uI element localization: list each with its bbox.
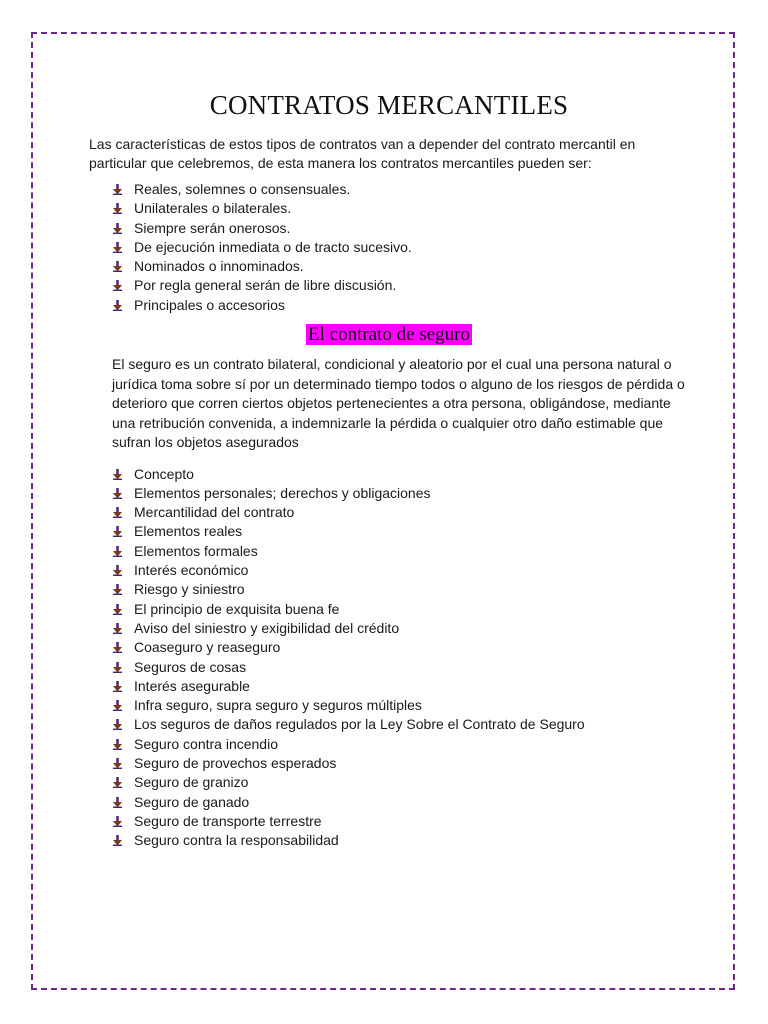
down-arrow-bullet-icon bbox=[113, 584, 122, 595]
list-item bbox=[89, 677, 689, 696]
list-item-text: Elementos reales bbox=[134, 523, 243, 540]
section-paragraph: El seguro es un contrato bilateral, condicional y aleatorio por el cual una persona natural o jurídica toma sobre sí por un determinado tiempo todos o alguno de los riesgos de pérdida o deterioro que corren ciertos objetos pertenecientes a otra persona, obligándose, mediante una retribución convenida, a indemnizarle la pérdida o cualquier otro daño estimable que sufran los objetos asegurados bbox=[112, 356, 685, 451]
section-title-highlight: El contrato de seguro bbox=[308, 324, 470, 346]
list-item bbox=[89, 522, 689, 541]
list-item bbox=[89, 580, 689, 599]
list-item-text: Seguro de granizo bbox=[134, 774, 249, 791]
list-item bbox=[89, 484, 689, 503]
list-item-text: Interés asegurable bbox=[134, 677, 250, 694]
list-item-text: Seguros de cosas bbox=[134, 658, 247, 675]
down-arrow-bullet-icon bbox=[113, 300, 122, 311]
list-item bbox=[89, 600, 689, 619]
down-arrow-bullet-icon bbox=[113, 242, 122, 253]
list-item bbox=[89, 754, 689, 773]
topics-list bbox=[89, 465, 689, 851]
list-item bbox=[89, 503, 689, 522]
list-item bbox=[89, 257, 689, 276]
list-item-text: Elementos formales bbox=[134, 542, 258, 559]
list-item bbox=[89, 296, 689, 315]
down-arrow-bullet-icon bbox=[113, 816, 122, 827]
down-arrow-bullet-icon bbox=[113, 203, 122, 214]
list-item-text: Por regla general serán de libre discusión. bbox=[134, 277, 397, 294]
list-item bbox=[89, 812, 689, 831]
down-arrow-bullet-icon bbox=[113, 604, 122, 615]
list-item-text: Seguro de ganado bbox=[134, 793, 250, 810]
list-item-text: Principales o accesorios bbox=[134, 296, 285, 313]
list-item-text: Seguro de provechos esperados bbox=[134, 755, 337, 772]
list-item bbox=[89, 658, 689, 677]
down-arrow-bullet-icon bbox=[113, 700, 122, 711]
list-item-text: De ejecución inmediata o de tracto sucesivo. bbox=[134, 238, 412, 255]
list-item bbox=[89, 638, 689, 657]
down-arrow-bullet-icon bbox=[113, 261, 122, 272]
intro-paragraph: Las características de estos tipos de contratos van a depender del contrato mercantil en particular que celebremos, de esta manera los contratos mercantiles pueden ser: bbox=[89, 136, 636, 171]
section-title bbox=[89, 324, 689, 346]
list-item-text: Riesgo y siniestro bbox=[134, 581, 245, 598]
down-arrow-bullet-icon bbox=[113, 642, 122, 653]
list-item bbox=[89, 276, 689, 295]
list-item bbox=[89, 831, 689, 850]
list-item-text: Aviso del siniestro y exigibilidad del crédito bbox=[134, 619, 400, 636]
list-item-text: Los seguros de daños regulados por la Ley Sobre el Contrato de Seguro bbox=[134, 716, 585, 733]
down-arrow-bullet-icon bbox=[113, 488, 122, 499]
list-item bbox=[89, 715, 689, 734]
down-arrow-bullet-icon bbox=[113, 546, 122, 557]
down-arrow-bullet-icon bbox=[113, 223, 122, 234]
down-arrow-bullet-icon bbox=[113, 739, 122, 750]
list-item bbox=[89, 219, 689, 238]
list-item-text: Elementos personales; derechos y obligaciones bbox=[134, 484, 431, 501]
list-item bbox=[89, 238, 689, 257]
document-title: CONTRATOS MERCANTILES bbox=[209, 90, 569, 120]
contract-types-list bbox=[89, 180, 689, 315]
list-item-text: Siempre serán onerosos. bbox=[134, 219, 291, 236]
list-item-text: Concepto bbox=[134, 465, 194, 482]
list-item-text: Reales, solemnes o consensuales. bbox=[134, 181, 351, 197]
list-item bbox=[89, 199, 689, 218]
list-item bbox=[89, 180, 689, 199]
list-item bbox=[89, 619, 689, 638]
down-arrow-bullet-icon bbox=[113, 469, 122, 480]
down-arrow-bullet-icon bbox=[113, 184, 122, 195]
down-arrow-bullet-icon bbox=[113, 526, 122, 537]
list-item-text: Mercantilidad del contrato bbox=[134, 504, 295, 521]
down-arrow-bullet-icon bbox=[113, 681, 122, 692]
list-item bbox=[89, 696, 689, 715]
list-item-text: Unilaterales o bilaterales. bbox=[134, 200, 292, 217]
list-item bbox=[89, 542, 689, 561]
list-item-text: Nominados o innominados. bbox=[134, 258, 304, 275]
down-arrow-bullet-icon bbox=[113, 662, 122, 673]
list-item bbox=[89, 465, 689, 484]
down-arrow-bullet-icon bbox=[113, 280, 122, 291]
down-arrow-bullet-icon bbox=[113, 835, 122, 846]
list-item-text: Interés económico bbox=[134, 562, 249, 579]
list-item-text: Coaseguro y reaseguro bbox=[134, 639, 281, 656]
list-item-text: Infra seguro, supra seguro y seguros múltiples bbox=[134, 697, 422, 714]
document-content bbox=[89, 90, 689, 851]
down-arrow-bullet-icon bbox=[113, 777, 122, 788]
list-item bbox=[89, 561, 689, 580]
list-item-text: El principio de exquisita buena fe bbox=[134, 600, 340, 617]
list-item bbox=[89, 735, 689, 754]
list-item-text: Seguro de transporte terrestre bbox=[134, 812, 322, 829]
down-arrow-bullet-icon bbox=[113, 565, 122, 576]
down-arrow-bullet-icon bbox=[113, 797, 122, 808]
list-item bbox=[89, 773, 689, 792]
list-item-text: Seguro contra la responsabilidad bbox=[134, 832, 339, 849]
down-arrow-bullet-icon bbox=[113, 623, 122, 634]
down-arrow-bullet-icon bbox=[113, 719, 122, 730]
down-arrow-bullet-icon bbox=[113, 758, 122, 769]
down-arrow-bullet-icon bbox=[113, 507, 122, 518]
list-item bbox=[89, 793, 689, 812]
list-item-text: Seguro contra incendio bbox=[134, 735, 278, 752]
